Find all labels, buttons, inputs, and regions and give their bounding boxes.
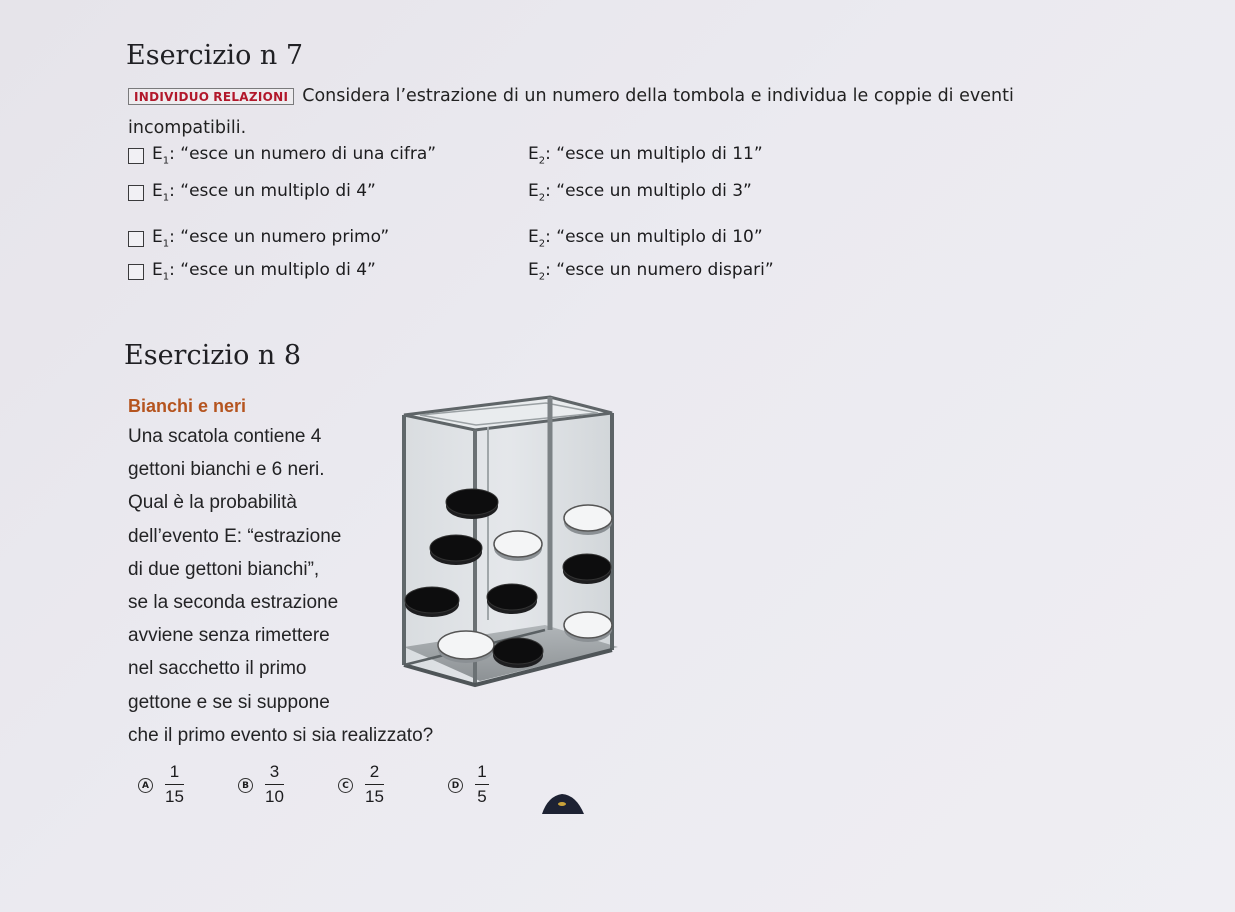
event-e1-text: “esce un multiplo di 4”	[180, 181, 376, 201]
black-token	[493, 638, 543, 668]
option-letter: C	[338, 778, 353, 793]
black-token	[405, 587, 459, 617]
white-token	[564, 505, 612, 535]
option-d[interactable]	[448, 762, 489, 807]
text-line: gettoni bianchi e 6 neri.	[128, 459, 325, 481]
option-a[interactable]	[138, 762, 184, 807]
fraction-numerator: 3	[269, 762, 280, 781]
pair-checkbox[interactable]	[128, 148, 144, 164]
event-e2: $E_2$: “esce un multiplo di 10”	[528, 227, 763, 250]
white-token	[438, 631, 494, 663]
event-e2-text: “esce un multiplo di 3”	[556, 181, 752, 201]
white-token	[494, 531, 542, 561]
fraction-numerator: 1	[477, 762, 487, 781]
fraction-bar	[265, 784, 284, 785]
text-line: se la seconda estrazione	[128, 592, 339, 614]
event-e1: $E_1$: “esce un numero primo”	[152, 227, 390, 250]
exercise-7-intro	[128, 86, 1014, 106]
fraction-denominator: 5	[477, 787, 487, 806]
event-e1-text: “esce un numero di una cifra”	[180, 144, 437, 164]
black-token	[430, 535, 482, 565]
fraction-denominator: 10	[265, 787, 284, 806]
event-e2: $E_2$: “esce un multiplo di 11”	[528, 144, 763, 167]
intro-line-1: Considera l’estrazione di un numero della tombola e individua le coppie di eventi	[302, 86, 1014, 106]
option-letter: A	[138, 778, 153, 793]
event-e2-text: “esce un numero dispari”	[556, 260, 774, 280]
white-token	[564, 612, 612, 642]
glass-box-illustration	[380, 385, 630, 695]
text-line: che il primo evento si sia realizzato?	[128, 724, 434, 746]
fraction-numerator: 2	[369, 762, 380, 781]
option-fraction	[265, 762, 284, 807]
event-e2: $E_2$: “esce un multiplo di 3”	[528, 181, 752, 204]
event-pair-row	[128, 144, 828, 172]
event-e1-text: “esce un numero primo”	[180, 227, 390, 247]
black-token	[563, 554, 611, 584]
text-line: Qual è la probabilità	[128, 492, 297, 514]
event-e1-text: “esce un multiplo di 4”	[180, 260, 376, 280]
event-pair-row	[128, 181, 828, 209]
fraction-bar	[165, 784, 184, 785]
option-letter: B	[238, 778, 253, 793]
option-c[interactable]	[338, 762, 384, 807]
black-token	[487, 584, 537, 614]
fraction-numerator: 1	[169, 762, 180, 781]
pair-checkbox[interactable]	[128, 264, 144, 280]
event-e2: $E_2$: “esce un numero dispari”	[528, 260, 774, 283]
exercise-7-heading: Esercizio n 7	[126, 40, 304, 71]
event-pair-row	[128, 260, 828, 288]
event-e1: $E_1$: “esce un multiplo di 4”	[152, 260, 376, 283]
event-e1: $E_1$: “esce un multiplo di 4”	[152, 181, 376, 204]
intro-line-2: incompatibili.	[128, 118, 247, 138]
fraction-denominator: 15	[365, 787, 384, 806]
dark-blob-shape	[538, 790, 588, 816]
tag-relazioni: RELAZIONI	[213, 89, 289, 104]
event-e2-text: “esce un multiplo di 10”	[556, 227, 763, 247]
option-fraction	[165, 762, 184, 807]
text-line: avviene senza rimettere	[128, 625, 330, 647]
text-line: nel sacchetto il primo	[128, 658, 307, 680]
black-token	[446, 489, 498, 519]
individuo-relazioni-tag	[128, 88, 294, 105]
fraction-bar	[475, 784, 489, 785]
exercise-8-heading: Esercizio n 8	[124, 340, 302, 371]
event-pair-row	[128, 227, 828, 255]
exercise-8-subtitle: Bianchi e neri	[128, 396, 247, 416]
option-fraction	[365, 762, 384, 807]
fraction-denominator: 15	[165, 787, 184, 806]
pair-checkbox[interactable]	[128, 231, 144, 247]
text-line: Una scatola contiene 4	[128, 426, 322, 447]
fraction-bar	[365, 784, 384, 785]
text-line: di due gettoni bianchi”,	[128, 558, 320, 580]
event-e1: $E_1$: “esce un numero di una cifra”	[152, 144, 437, 167]
option-fraction	[475, 762, 489, 807]
text-line: dell’evento E: “estrazione	[128, 525, 342, 547]
text-line: gettone e se si suppone	[128, 691, 330, 713]
pair-checkbox[interactable]	[128, 185, 144, 201]
event-e2-text: “esce un multiplo di 11”	[556, 144, 763, 164]
option-letter: D	[448, 778, 463, 793]
option-b[interactable]	[238, 762, 284, 807]
tag-individuo: INDIVIDUO	[134, 89, 210, 104]
